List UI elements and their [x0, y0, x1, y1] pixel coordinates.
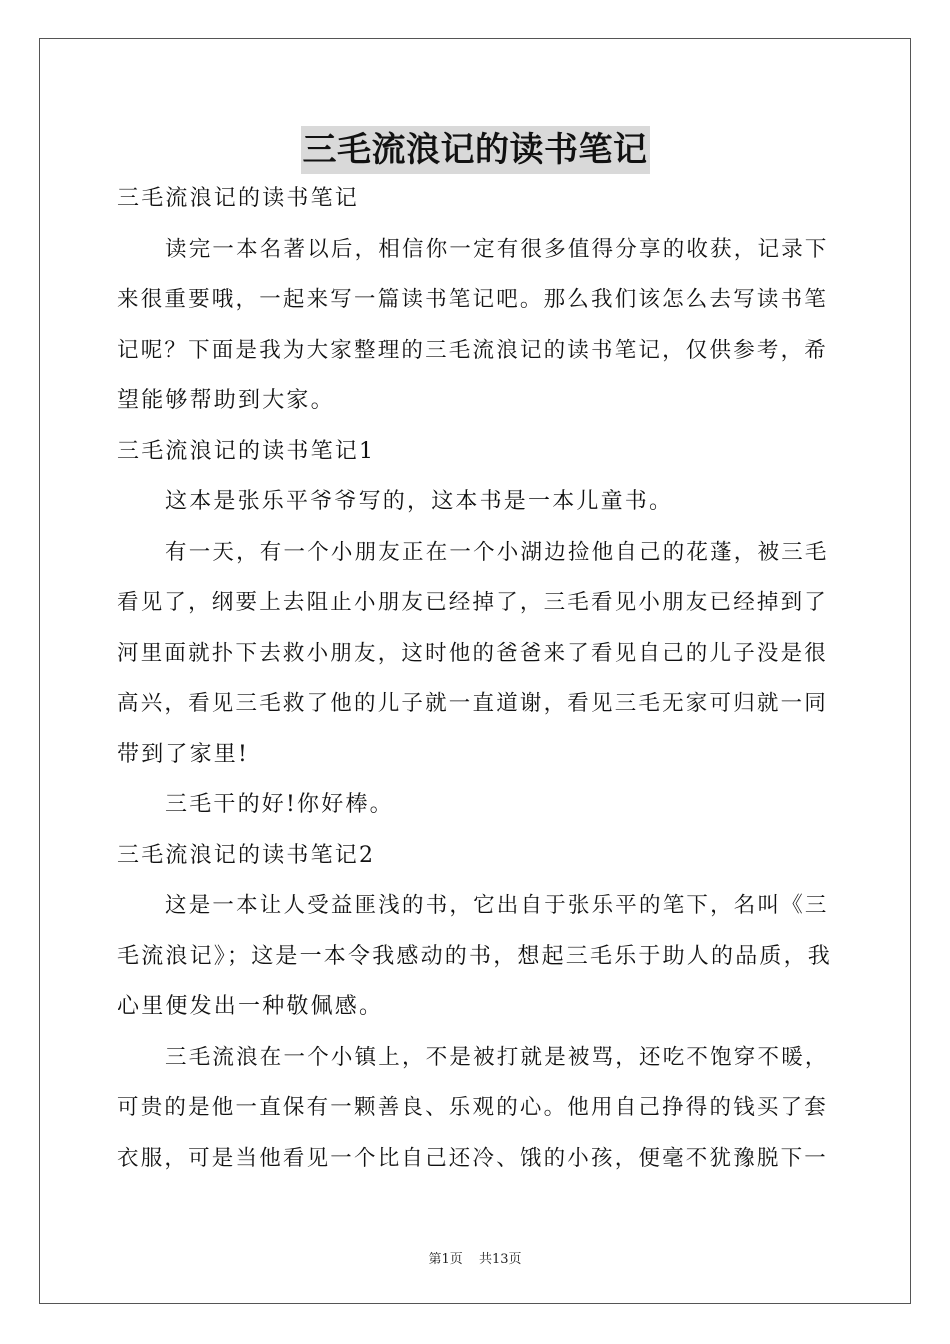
- text-line: 读完一本名著以后，相信你一定有很多值得分享的收获，记录下: [165, 236, 829, 262]
- text-line: 三毛流浪记的读书笔记1: [117, 438, 376, 464]
- document-title: 三毛流浪记的读书笔记: [301, 126, 650, 174]
- document-body: [117, 174, 833, 1184]
- text-line: 毛流浪记》；这是一本令我感动的书，想起三毛乐于助人的品质，我: [117, 943, 833, 969]
- text-line: 三毛干的好!你好棒。: [165, 792, 394, 817]
- text-line: 高兴，看见三毛救了他的儿子就一直道谢，看见三毛无家可归就一同: [117, 691, 829, 716]
- text-line: 三毛流浪记的读书笔记: [117, 186, 360, 211]
- page-total: 共13页: [478, 1252, 522, 1267]
- page-footer: [0, 1248, 950, 1267]
- text-line: 心里便发出一种敬佩感。: [117, 994, 384, 1019]
- text-line: 河里面就扑下去救小朋友，这时他的爸爸来了看见自己的儿子没是很: [117, 640, 829, 666]
- text-line: 这是一本让人受益匪浅的书，它出自于张乐平的笔下，名叫《三: [165, 893, 829, 918]
- text-line: 三毛流浪在一个小镇上，不是被打就是被骂，还吃不饱穿不暖，: [165, 1044, 829, 1070]
- text-line: 有一天，有一个小朋友正在一个小湖边捡他自己的花蓬，被三毛: [165, 539, 829, 565]
- text-line: 带到了家里!: [117, 741, 250, 767]
- text-line: 看见了，纲要上去阻止小朋友已经掉了，三毛看见小朋友已经掉到了: [117, 590, 829, 615]
- text-line: 这本是张乐平爷爷写的，这本书是一本儿童书。: [165, 489, 674, 514]
- text-line: 望能够帮助到大家。: [117, 388, 335, 413]
- text-line: 记呢？下面是我为大家整理的三毛流浪记的读书笔记，仅供参考，希: [117, 337, 829, 363]
- text-line: 衣服，可是当他看见一个比自己还冷、饿的小孩，便毫不犹豫脱下一: [117, 1145, 829, 1171]
- text-line: 可贵的是他一直保有一颗善良、乐观的心。他用自己挣得的钱买了套: [117, 1095, 829, 1120]
- page-number: 第1页: [428, 1252, 463, 1267]
- title-container: [0, 126, 950, 174]
- text-line: 来很重要哦，一起来写一篇读书笔记吧。那么我们该怎么去写读书笔: [117, 287, 829, 312]
- text-line: 三毛流浪记的读书笔记2: [117, 842, 376, 868]
